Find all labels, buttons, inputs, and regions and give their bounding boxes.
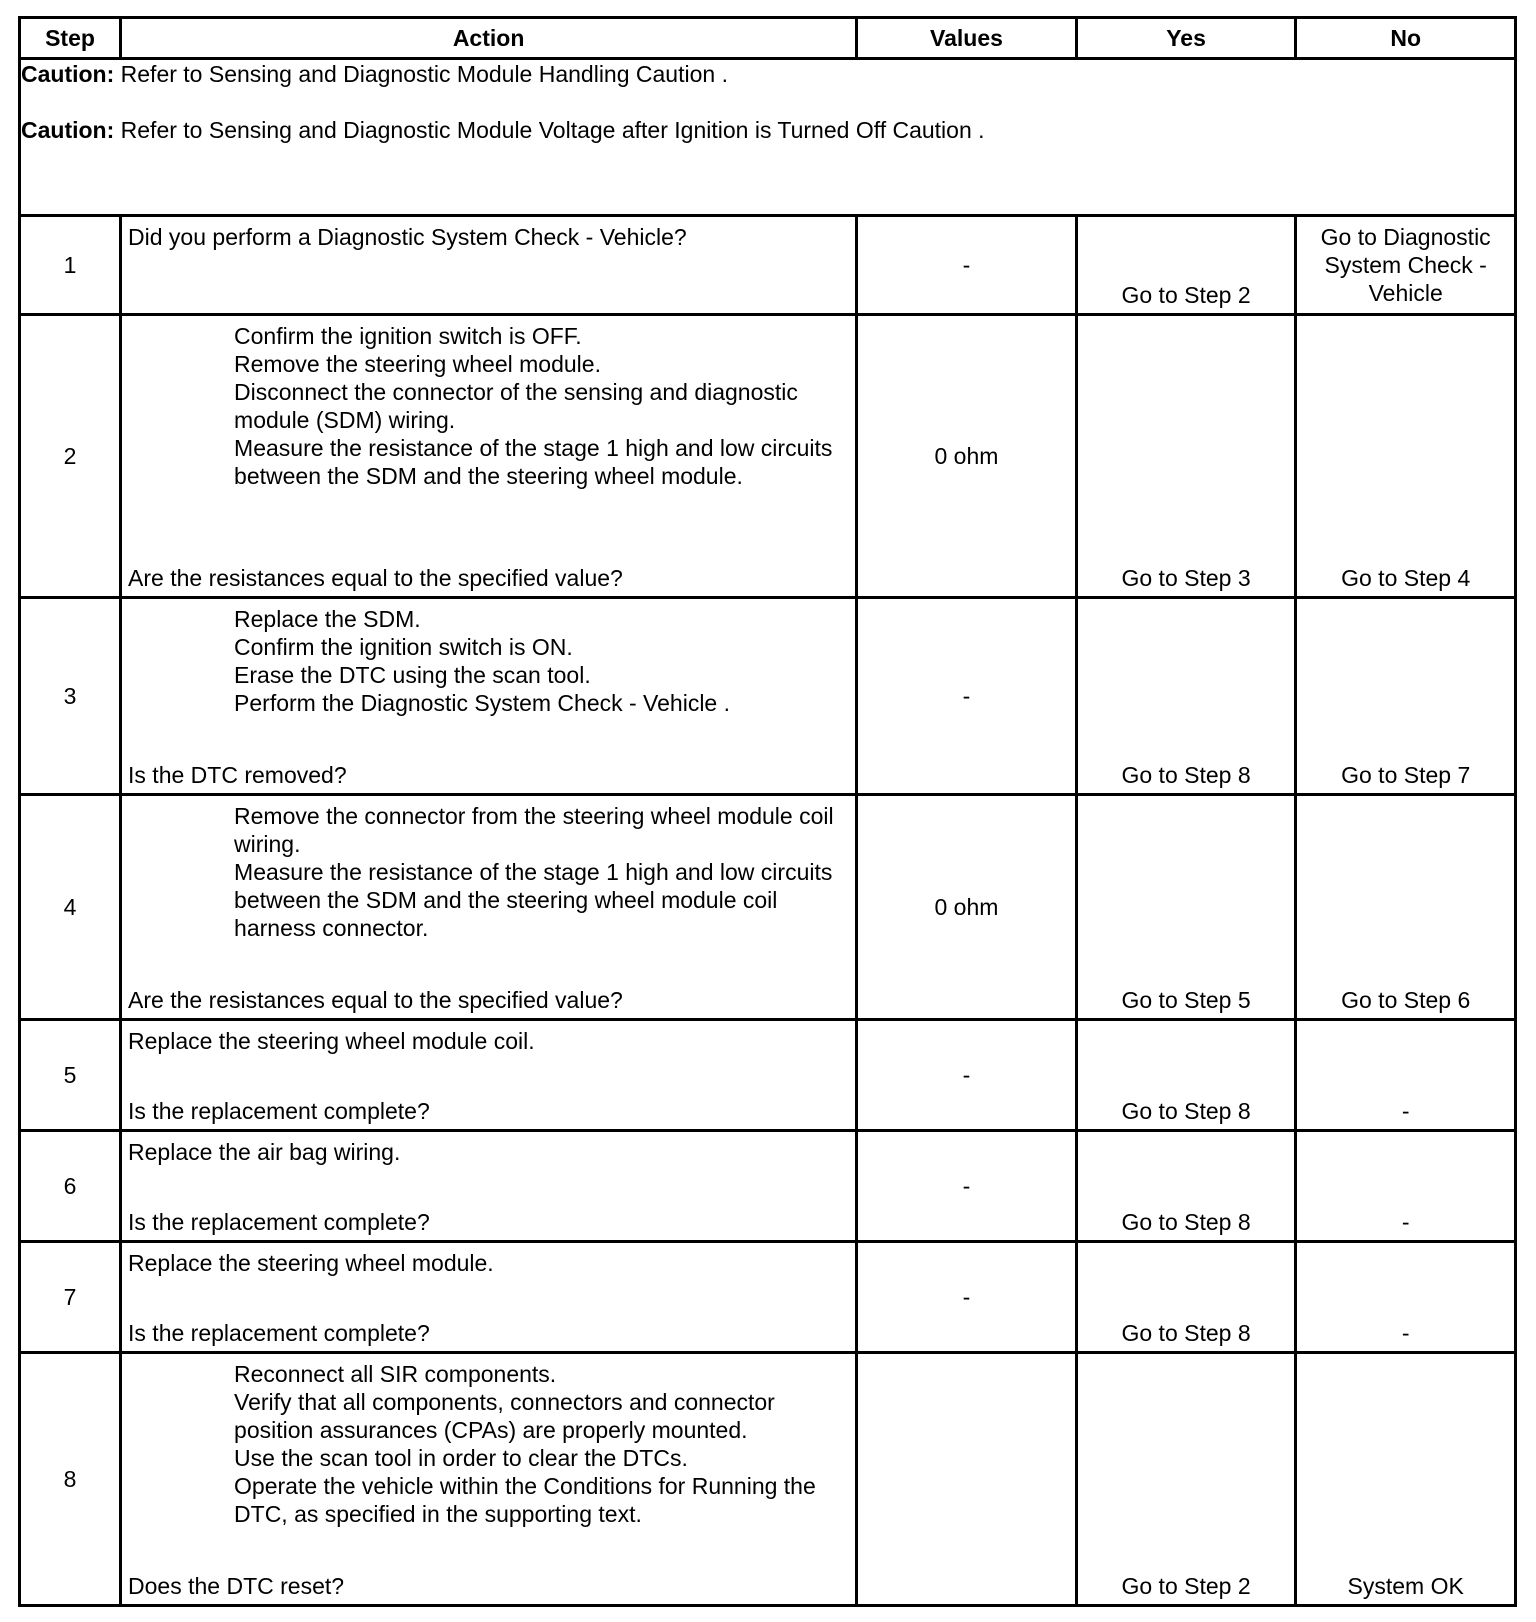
- action-steps: [128, 802, 847, 942]
- action-line: Replace the steering wheel module.: [128, 1250, 494, 1276]
- yes-cell: Go to Step 8: [1076, 1020, 1296, 1131]
- diagnostic-table: [18, 16, 1517, 1607]
- value-cell: -: [857, 598, 1077, 795]
- header-row: [20, 18, 1516, 59]
- action-line: Measure the resistance of the stage 1 high and low circuits between the SDM and the steering wheel module.: [234, 435, 833, 489]
- action-cell: [121, 1242, 857, 1353]
- action-cell: [121, 1353, 857, 1606]
- step-number: 4: [20, 795, 121, 1020]
- caution-label: Caution:: [21, 117, 115, 143]
- no-cell: Go to Diagnostic System Check - Vehicle: [1296, 216, 1516, 315]
- step-number: 2: [20, 315, 121, 598]
- caution-text: Refer to Sensing and Diagnostic Module Voltage after Ignition is Turned Off Caution .: [114, 117, 985, 143]
- table-row: [20, 1242, 1516, 1353]
- step-number: 7: [20, 1242, 121, 1353]
- caution-cell: [20, 59, 1516, 216]
- action-cell: [121, 1131, 857, 1242]
- table-row: [20, 315, 1516, 598]
- step-number: 1: [20, 216, 121, 315]
- caution-row: [20, 59, 1516, 216]
- action-question: Is the replacement complete?: [128, 1098, 430, 1124]
- action-cell: [121, 1020, 857, 1131]
- value-cell: 0 ohm: [857, 795, 1077, 1020]
- header-no: No: [1296, 18, 1516, 59]
- action-line: Measure the resistance of the stage 1 high and low circuits between the SDM and the steering wheel module coil harness connector.: [234, 859, 833, 941]
- yes-cell: Go to Step 8: [1076, 598, 1296, 795]
- no-cell: Go to Step 4: [1296, 315, 1516, 598]
- caution-text: Refer to Sensing and Diagnostic Module Handling Caution .: [114, 61, 728, 87]
- step-number: 6: [20, 1131, 121, 1242]
- yes-cell: Go to Step 5: [1076, 795, 1296, 1020]
- action-line: Verify that all components, connectors and connector position assurances (CPAs) are properly mounted.: [234, 1389, 775, 1443]
- value-cell: -: [857, 1131, 1077, 1242]
- value-cell: -: [857, 216, 1077, 315]
- table-row: [20, 1020, 1516, 1131]
- action-question: Are the resistances equal to the specified value?: [128, 565, 623, 591]
- yes-cell: Go to Step 2: [1076, 1353, 1296, 1606]
- action-line: Use the scan tool in order to clear the DTCs.: [234, 1445, 688, 1471]
- table-row: [20, 1131, 1516, 1242]
- header-values: Values: [857, 18, 1077, 59]
- action-question: Are the resistances equal to the specified value?: [128, 987, 623, 1013]
- action-question: Is the replacement complete?: [128, 1320, 430, 1346]
- step-number: 3: [20, 598, 121, 795]
- action-line: Confirm the ignition switch is OFF.: [234, 323, 582, 349]
- action-cell: [121, 315, 857, 598]
- no-cell: -: [1296, 1242, 1516, 1353]
- action-cell: [121, 795, 857, 1020]
- yes-cell: Go to Step 3: [1076, 315, 1296, 598]
- value-cell: 0 ohm: [857, 315, 1077, 598]
- action-line: Perform the Diagnostic System Check - Vehicle .: [234, 690, 731, 716]
- action-steps: [128, 322, 847, 490]
- action-line: Replace the steering wheel module coil.: [128, 1028, 535, 1054]
- action-cell: [121, 216, 857, 315]
- action-question: Is the DTC removed?: [128, 762, 347, 788]
- no-cell: -: [1296, 1020, 1516, 1131]
- action-line: Remove the steering wheel module.: [234, 351, 601, 377]
- no-cell: System OK: [1296, 1353, 1516, 1606]
- header-action: Action: [121, 18, 857, 59]
- value-cell: -: [857, 1242, 1077, 1353]
- action-line: Replace the SDM.: [234, 606, 421, 632]
- table-row: [20, 795, 1516, 1020]
- yes-cell: Go to Step 8: [1076, 1242, 1296, 1353]
- action-question: Did you perform a Diagnostic System Check - Vehicle?: [128, 224, 687, 250]
- action-question: Is the replacement complete?: [128, 1209, 430, 1235]
- action-line: Erase the DTC using the scan tool.: [234, 662, 591, 688]
- no-cell: Go to Step 6: [1296, 795, 1516, 1020]
- action-line: Reconnect all SIR components.: [234, 1361, 557, 1387]
- step-number: 8: [20, 1353, 121, 1606]
- action-question: Does the DTC reset?: [128, 1573, 345, 1599]
- action-steps: [128, 605, 847, 717]
- action-line: Disconnect the connector of the sensing and diagnostic module (SDM) wiring.: [234, 379, 798, 433]
- action-line: Operate the vehicle within the Conditions for Running the DTC, as specified in the supporting text.: [234, 1473, 816, 1527]
- no-cell: Go to Step 7: [1296, 598, 1516, 795]
- header-yes: Yes: [1076, 18, 1296, 59]
- table-row: [20, 598, 1516, 795]
- table-row: [20, 1353, 1516, 1606]
- table-row: [20, 216, 1516, 315]
- header-step: Step: [20, 18, 121, 59]
- action-cell: [121, 598, 857, 795]
- action-steps: [128, 1360, 847, 1528]
- action-line: Confirm the ignition switch is ON.: [234, 634, 573, 660]
- action-line: Remove the connector from the steering wheel module coil wiring.: [234, 803, 834, 857]
- caution-2: [21, 116, 1514, 144]
- no-cell: -: [1296, 1131, 1516, 1242]
- action-line: Replace the air bag wiring.: [128, 1139, 401, 1165]
- caution-label: Caution:: [21, 61, 115, 87]
- caution-1: [21, 60, 1514, 88]
- value-cell: [857, 1353, 1077, 1606]
- yes-cell: Go to Step 2: [1076, 216, 1296, 315]
- yes-cell: Go to Step 8: [1076, 1131, 1296, 1242]
- value-cell: -: [857, 1020, 1077, 1131]
- step-number: 5: [20, 1020, 121, 1131]
